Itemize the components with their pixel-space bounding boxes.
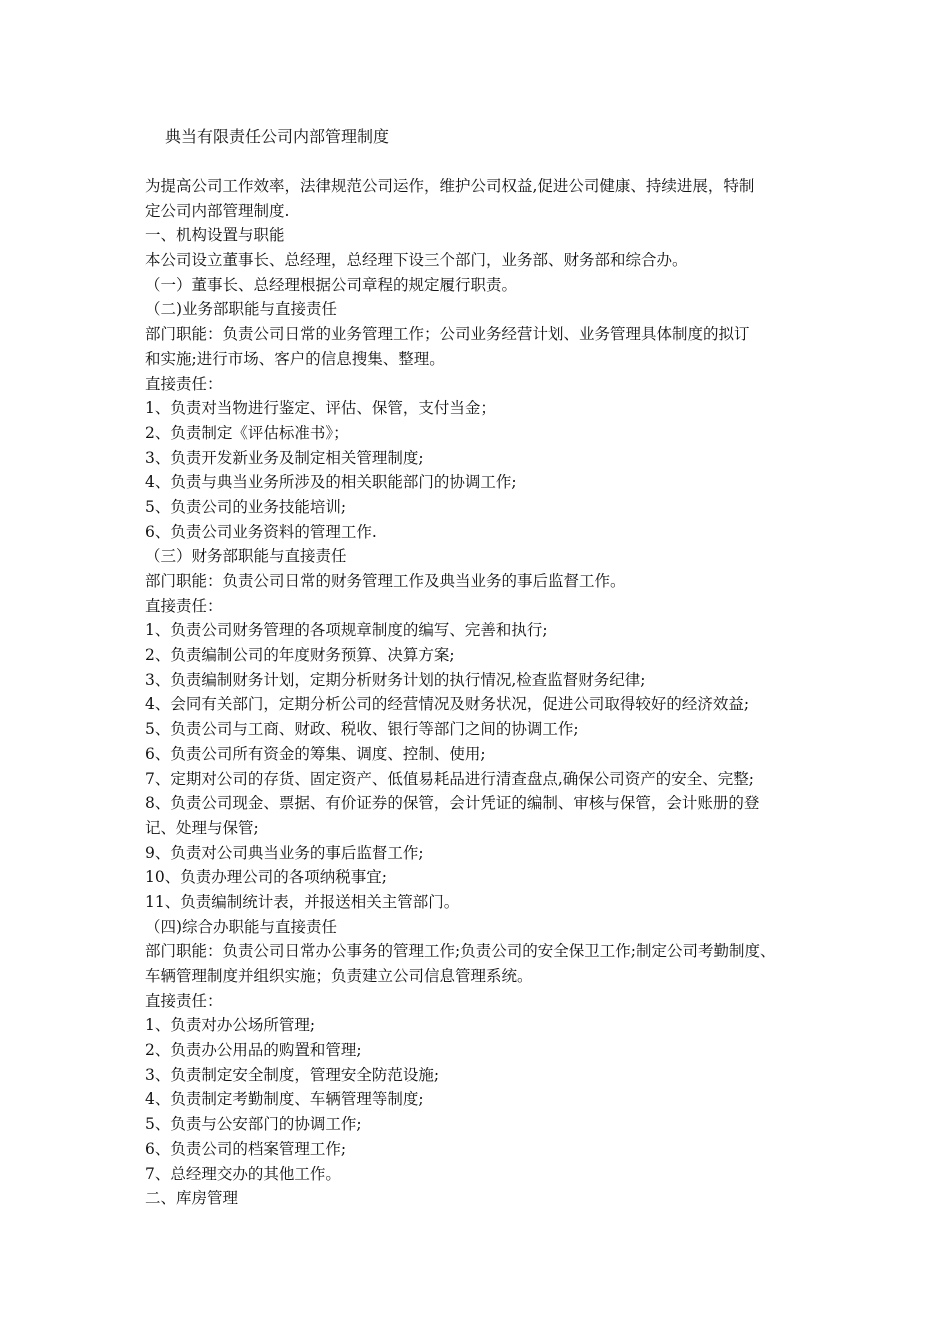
list-item: 5、负责与公安部门的协调工作; <box>145 1115 362 1134</box>
list-item: 11、负责编制统计表，并报送相关主管部门。 <box>145 892 460 911</box>
subsection-heading: （二)业务部职能与直接责任 <box>145 300 338 319</box>
list-item: 1、负责对当物进行鉴定、评估、保管，支付当金； <box>145 399 496 418</box>
text-line: 和实施;进行市场、客户的信息搜集、整理。 <box>145 349 445 368</box>
list-item: 4、负责制定考勤制度、车辆管理等制度; <box>145 1090 424 1109</box>
text-line: 直接责任： <box>145 374 223 393</box>
text-line: 车辆管理制度并组织实施；负责建立公司信息管理系统。 <box>145 967 533 985</box>
text-line: 部门职能：负责公司日常的业务管理工作；公司业务经营计划、业务管理具体制度的拟订 <box>145 325 750 344</box>
document-body <box>145 174 825 1211</box>
list-item: 3、负责制定安全制度，管理安全防范设施; <box>145 1065 440 1084</box>
section-heading: 二、库房管理 <box>145 1189 239 1208</box>
text-line: 部门职能：负责公司日常的财务管理工作及典当业务的事后监督工作。 <box>145 572 626 590</box>
text-line: 为提高公司工作效率，法律规范公司运作，维护公司权益,促进公司健康、持续进展，特制 <box>145 177 755 195</box>
subsection-heading: （三）财务部职能与直接责任 <box>145 547 347 566</box>
list-item: 5、负责公司与工商、财政、税收、银行等部门之间的协调工作; <box>145 720 579 739</box>
section-heading: 一、机构设置与职能 <box>145 226 285 245</box>
list-item: 4、会同有关部门，定期分析公司的经营情况及财务状况，促进公司取得较好的经济效益; <box>145 695 750 714</box>
document-title: 典当有限责任公司内部管理制度 <box>165 127 390 146</box>
text-line: 直接责任： <box>145 991 223 1010</box>
text-line: 部门职能：负责公司日常办公事务的管理工作;负责公司的安全保卫工作;制定公司考勤制度、 <box>145 942 776 961</box>
text-line: 直接责任： <box>145 596 223 615</box>
list-item: 2、负责制定《评估标准书》； <box>145 423 349 442</box>
list-item: 2、负责办公用品的购置和管理; <box>145 1041 362 1060</box>
list-item: 8、负责公司现金、票据、有价证券的保管，会计凭证的编制、审核与保管，会计账册的登 <box>145 794 760 813</box>
subsection-heading: （四)综合办职能与直接责任 <box>145 917 338 936</box>
list-item: 5、负责公司的业务技能培训; <box>145 497 347 516</box>
text-line: 记、处理与保管; <box>145 818 259 837</box>
list-item: 6、负责公司所有资金的筹集、调度、控制、使用; <box>145 744 486 763</box>
list-item: 1、负责公司财务管理的各项规章制度的编写、完善和执行; <box>145 621 548 640</box>
list-item: 7、总经理交办的其他工作。 <box>145 1164 341 1183</box>
list-item: 3、负责编制财务计划，定期分析财务计划的执行情况,检查监督财务纪律; <box>145 670 646 689</box>
list-item: 1、负责对办公场所管理; <box>145 1016 316 1035</box>
list-item: 4、负责与典当业务所涉及的相关职能部门的协调工作; <box>145 473 517 492</box>
list-item: 6、负责公司业务资料的管理工作. <box>145 522 377 541</box>
text-line: （一）董事长、总经理根据公司章程的规定履行职责。 <box>145 275 518 294</box>
list-item: 7、定期对公司的存货、固定资产、低值易耗品进行清查盘点,确保公司资产的安全、完整; <box>145 769 755 788</box>
list-item: 6、负责公司的档案管理工作; <box>145 1139 347 1158</box>
list-item: 10、负责办理公司的各项纳税事宜; <box>145 868 387 887</box>
text-line: 定公司内部管理制度. <box>145 201 290 220</box>
list-item: 2、负责编制公司的年度财务预算、决算方案; <box>145 646 455 665</box>
list-item: 9、负责对公司典当业务的事后监督工作; <box>145 843 424 862</box>
text-line: 本公司设立董事长、总经理，总经理下设三个部门，业务部、财务部和综合办。 <box>145 251 688 270</box>
list-item: 3、负责开发新业务及制定相关管理制度; <box>145 448 424 467</box>
